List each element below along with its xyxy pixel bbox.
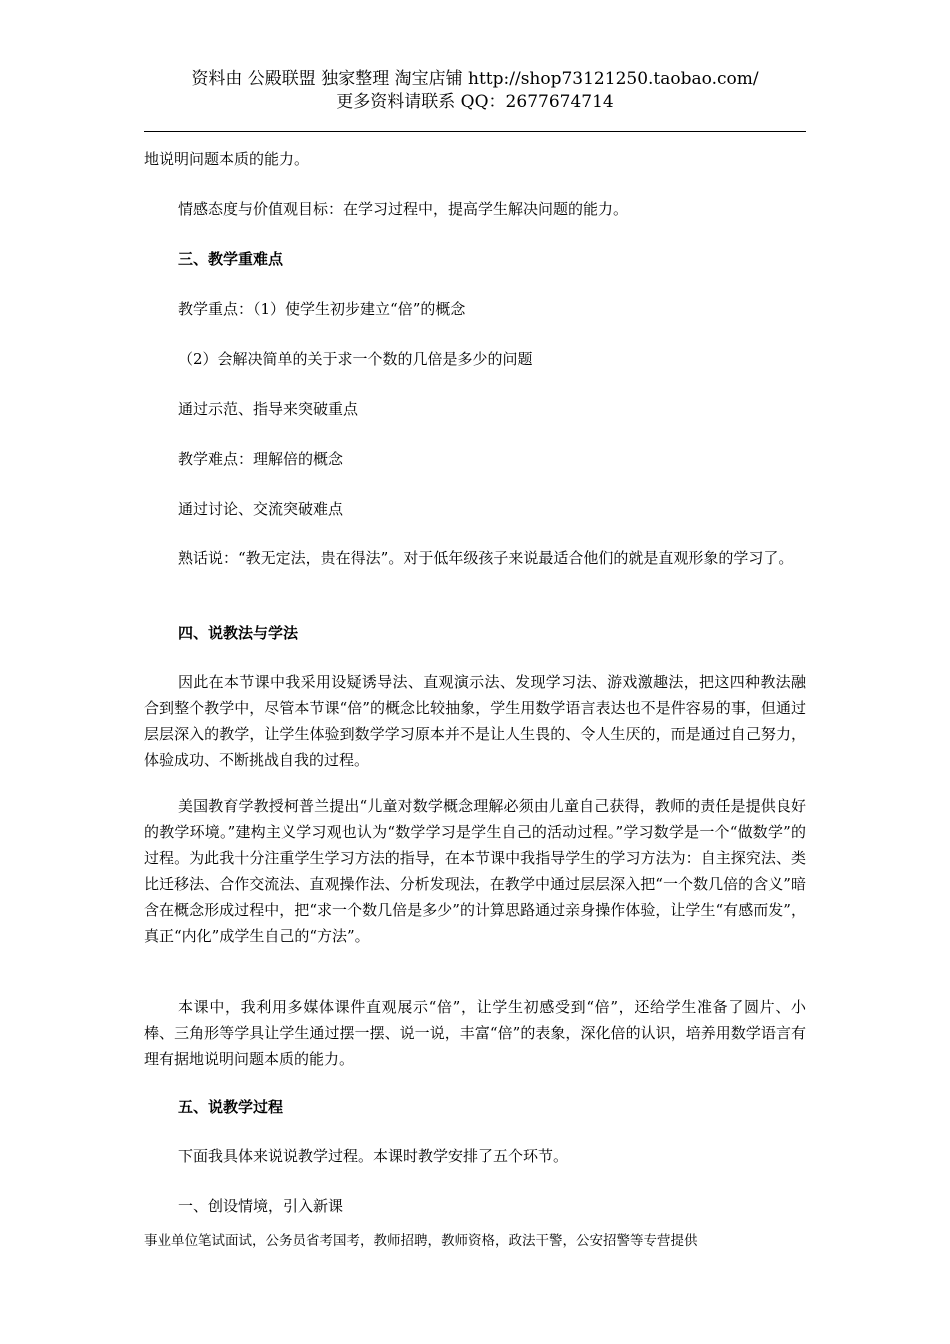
- footer-ad-text: 事业单位笔试面试，公务员省考国考，教师招聘，教师资格，政法干警，公安招警等专营提供: [144, 1233, 698, 1249]
- paragraph-key-point-method: 通过示范、指导来突破重点: [178, 400, 359, 418]
- paragraph-proverb: 熟话说：“教无定法，贵在得法”。对于低年级孩子来说最适合他们的就是直观形象的学习了。: [178, 549, 794, 567]
- paragraph-multimedia: 本课中，我利用多媒体课件直观展示“倍”，让学生初感受到“倍”，还给学生准备了圆片、小棒、三角形等学具让学生通过摆一摆、说一说，丰富“倍”的表象，深化倍的认识，培养用数学语言有理有据地说明问题本质的能力。: [144, 998, 806, 1068]
- paragraph-learning-methods: 美国教育学教授柯普兰提出“儿童对数学概念理解必须由儿童自己获得，教师的责任是提供良好的教学环境。”建构主义学习观也认为“数学学习是学生自己的活动过程。”学习数学是一个“做数学”的过程。为此我十分注重学生学习方法的指导，在本节课中我指导学生的学习方法为：自主探究法、类比迁移法、合作交流法、直观操作法、分析发现法，在教学中通过层层深入把“一个数几倍的含义”暗含在概念形成过程中，把“求一个数几倍是多少”的计算思路通过亲身操作体验，让学生“有感而发”，真正“内化”成学生自己的“方法”。: [144, 797, 806, 945]
- paragraph-key-point-2: （2）会解决简单的关于求一个数的几倍是多少的问题: [178, 350, 533, 368]
- section-heading-teaching-process: 五、说教学过程: [178, 1098, 284, 1116]
- header-contact-qq: 更多资料请联系 QQ：2677674714: [336, 92, 614, 112]
- paragraph-process-intro: 下面我具体来说说教学过程。本课时教学安排了五个环节。: [178, 1147, 569, 1165]
- paragraph-step-one: 一、创设情境，引入新课: [178, 1197, 344, 1215]
- header-shop-info: 资料由 公殿联盟 独家整理 淘宝店铺 http://shop73121250.taobao.com/: [191, 69, 759, 89]
- section-heading-teaching-learning-methods: 四、说教法与学法: [178, 624, 299, 642]
- paragraph-continuation: 地说明问题本质的能力。: [144, 150, 310, 168]
- section-heading-key-difficult-points: 三、教学重难点: [178, 250, 284, 268]
- paragraph-teaching-methods: 因此在本节课中我采用设疑诱导法、直观演示法、发现学习法、游戏激趣法，把这四种教法融合到整个教学中，尽管本节课“倍”的概念比较抽象，学生用数学语言表达也不是件容易的事，但通过层层深入的教学，让学生体验到数学学习原本并不是让人生畏的、令人生厌的，而是通过自己努力，体验成功、不断挑战自我的过程。: [144, 673, 806, 769]
- paragraph-difficult-point: 教学难点：理解倍的概念: [178, 450, 344, 468]
- paragraph-emotional-goal: 情感态度与价值观目标：在学习过程中，提高学生解决问题的能力。: [178, 200, 629, 218]
- header-divider: [144, 131, 806, 132]
- paragraph-key-point-1: 教学重点：（1）使学生初步建立“倍”的概念: [178, 300, 466, 318]
- paragraph-difficult-point-method: 通过讨论、交流突破难点: [178, 500, 344, 518]
